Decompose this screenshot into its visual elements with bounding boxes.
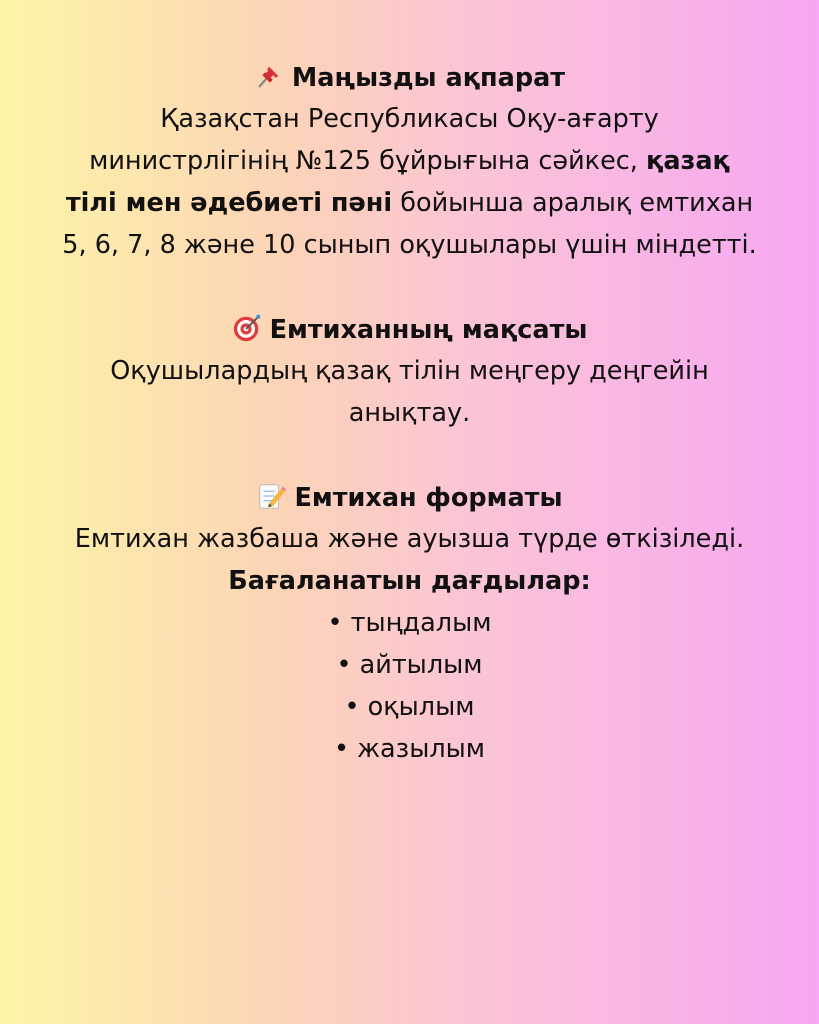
skill-item: • оқылым	[344, 692, 475, 722]
important-info-text-part1: Қазақстан Республикасы Оқу-ағарту министрлігінің №125 бұйрығына сәйкес,	[89, 104, 659, 176]
important-info-title: Маңызды ақпарат	[291, 63, 566, 93]
exam-format-text: Емтихан жазбаша және ауызша түрде өткізіледі.	[74, 524, 745, 554]
pushpin-icon	[254, 61, 284, 91]
exam-format-title: Емтихан форматы	[294, 483, 563, 513]
exam-goal-title: Емтиханның мақсаты	[269, 315, 588, 345]
skills-list	[60, 602, 760, 770]
exam-goal-heading	[60, 310, 760, 350]
exam-goal-section	[60, 310, 760, 434]
skill-item: • жазылым	[333, 734, 486, 764]
important-info-text	[60, 98, 760, 266]
skill-item: • айтылым	[336, 650, 483, 680]
important-info-text-bold: қазақ тілі мен әдебиеті пәні	[65, 146, 730, 218]
exam-format-heading	[60, 478, 760, 518]
important-info-section	[60, 58, 760, 266]
memo-icon	[256, 481, 286, 511]
important-info-heading	[60, 58, 760, 98]
exam-format-section	[60, 478, 760, 770]
exam-goal-text: Оқушылардың қазақ тілін меңгеру деңгейін анықтау.	[110, 356, 709, 428]
target-icon	[232, 313, 262, 343]
skill-item: • тыңдалым	[327, 608, 492, 638]
important-info-text-part2: бойынша аралық емтихан 5, 6, 7, 8 және 10 сынып оқушылары үшін міндетті.	[62, 188, 757, 260]
skills-title: Бағаланатын дағдылар:	[228, 566, 591, 596]
